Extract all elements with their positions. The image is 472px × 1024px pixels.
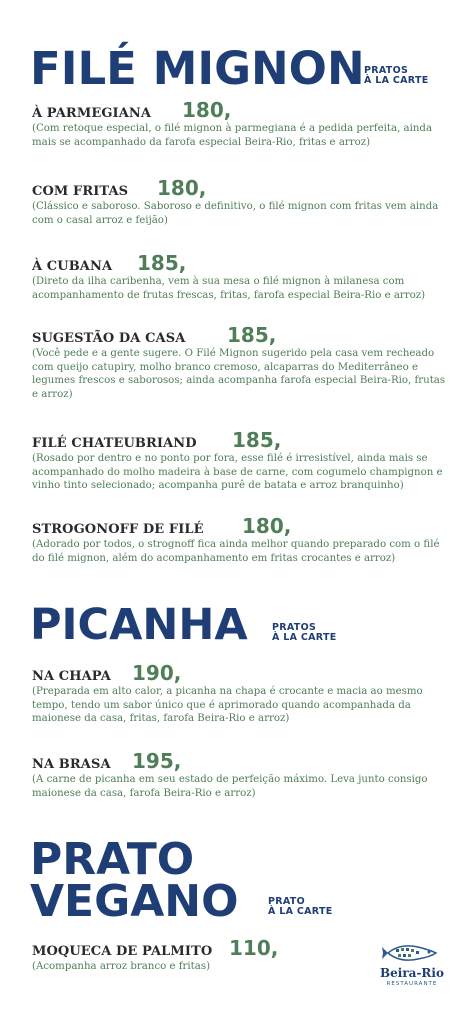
fish-icon <box>380 942 444 964</box>
section-title-vegano-line2: VEGANO <box>30 876 239 927</box>
item-name: À PARMEGIANA <box>32 106 152 121</box>
logo-tagline: RESTAURANTE <box>386 981 438 987</box>
item-description: (Acompanha arroz branco e fritas) <box>32 961 211 972</box>
menu-item-sugestao-da-casa <box>32 323 452 401</box>
menu-item-com-fritas <box>32 176 452 227</box>
item-description: (Com retoque especial, o filé mignon à parmegiana é a pedida perfeita, ainda mais se acompanhado da farofa especial Beira-Rio, fritas e arroz) <box>32 123 433 148</box>
item-description: (Direto da ilha caribenha, vem à sua mesa o filé mignon à milanesa com acompanhamento de frutas frescas, fritas, farofa especial Beira-Rio e arroz) <box>32 276 426 301</box>
section-title-picanha: PICANHA <box>30 600 248 650</box>
item-price: 195, <box>132 749 182 773</box>
item-price: 185, <box>227 323 277 347</box>
item-price: 180, <box>157 176 207 200</box>
menu-item-parmegiana <box>32 98 452 149</box>
item-price: 185, <box>137 251 187 275</box>
menu-item-strogonoff <box>32 514 452 565</box>
restaurant-logo <box>380 942 444 992</box>
section-subtitle-picanha: PRATOS À LA CARTE <box>272 622 337 643</box>
item-name: NA CHAPA <box>32 669 111 684</box>
item-name: MOQUECA DE PALMITO <box>32 944 213 959</box>
menu-item-na-brasa <box>32 749 452 800</box>
section-subtitle-vegano: PRATO À LA CARTE <box>268 896 333 917</box>
logo-name: Beira-Rio <box>380 966 444 980</box>
item-price: 180, <box>182 98 232 122</box>
item-name: FILÉ CHATEUBRIAND <box>32 436 197 451</box>
section-title-vegano-line1: PRATO <box>30 834 195 885</box>
item-name: COM FRITAS <box>32 184 129 199</box>
item-description: (Você pede e a gente sugere. O Filé Mignon sugerido pela casa vem recheado com queijo catupiry, molho branco cremoso, alcaparras do Mediterrâneo e legumes frescos e saborosos; ainda acompanha farofa especial Beira-Rio, frutas e arroz) <box>32 348 446 400</box>
item-price: 110, <box>229 936 279 960</box>
menu-item-na-chapa <box>32 661 452 726</box>
item-price: 185, <box>232 428 282 452</box>
item-price: 180, <box>242 514 292 538</box>
item-description: (Clássico e saboroso. Saboroso e definitivo, o filé mignon com fritas vem ainda com o casal arroz e feijão) <box>32 201 439 226</box>
menu-item-cubana <box>32 251 452 302</box>
item-description: (Rosado por dentro e no ponto por fora, esse filé é irresistível, ainda mais se acompanhado do molho madeira à base de carne, com cogumelo champignon e vinho tinto selecionado; acompanha purê de batata e arroz branquinho) <box>32 453 443 491</box>
item-name: À CUBANA <box>32 259 113 274</box>
section-subtitle-file-mignon: PRATOS À LA CARTE <box>364 65 429 86</box>
item-name: STROGONOFF DE FILÉ <box>32 522 204 537</box>
item-description: (A carne de picanha em seu estado de perfeição máximo. Leva junto consigo maionese da casa, farofa Beira-Rio e arroz) <box>32 774 428 799</box>
item-price: 190, <box>132 661 182 685</box>
item-description: (Preparada em alto calor, a picanha na chapa é crocante e macia ao mesmo tempo, tendo um sabor único que é aprimorado quando acompanhada da maionese da casa, fritas, farofa Beira-Rio e arroz) <box>32 686 423 724</box>
menu-item-chateubriand <box>32 428 452 493</box>
item-name: SUGESTÃO DA CASA <box>32 331 186 346</box>
item-description: (Adorado por todos, o strognoff fica ainda melhor quando preparado com o filé do filé mignon, além do acompanhamento em fritas crocantes e arroz) <box>32 539 440 564</box>
section-title-file-mignon: FILÉ MIGNON <box>30 42 365 95</box>
item-name: NA BRASA <box>32 757 111 772</box>
